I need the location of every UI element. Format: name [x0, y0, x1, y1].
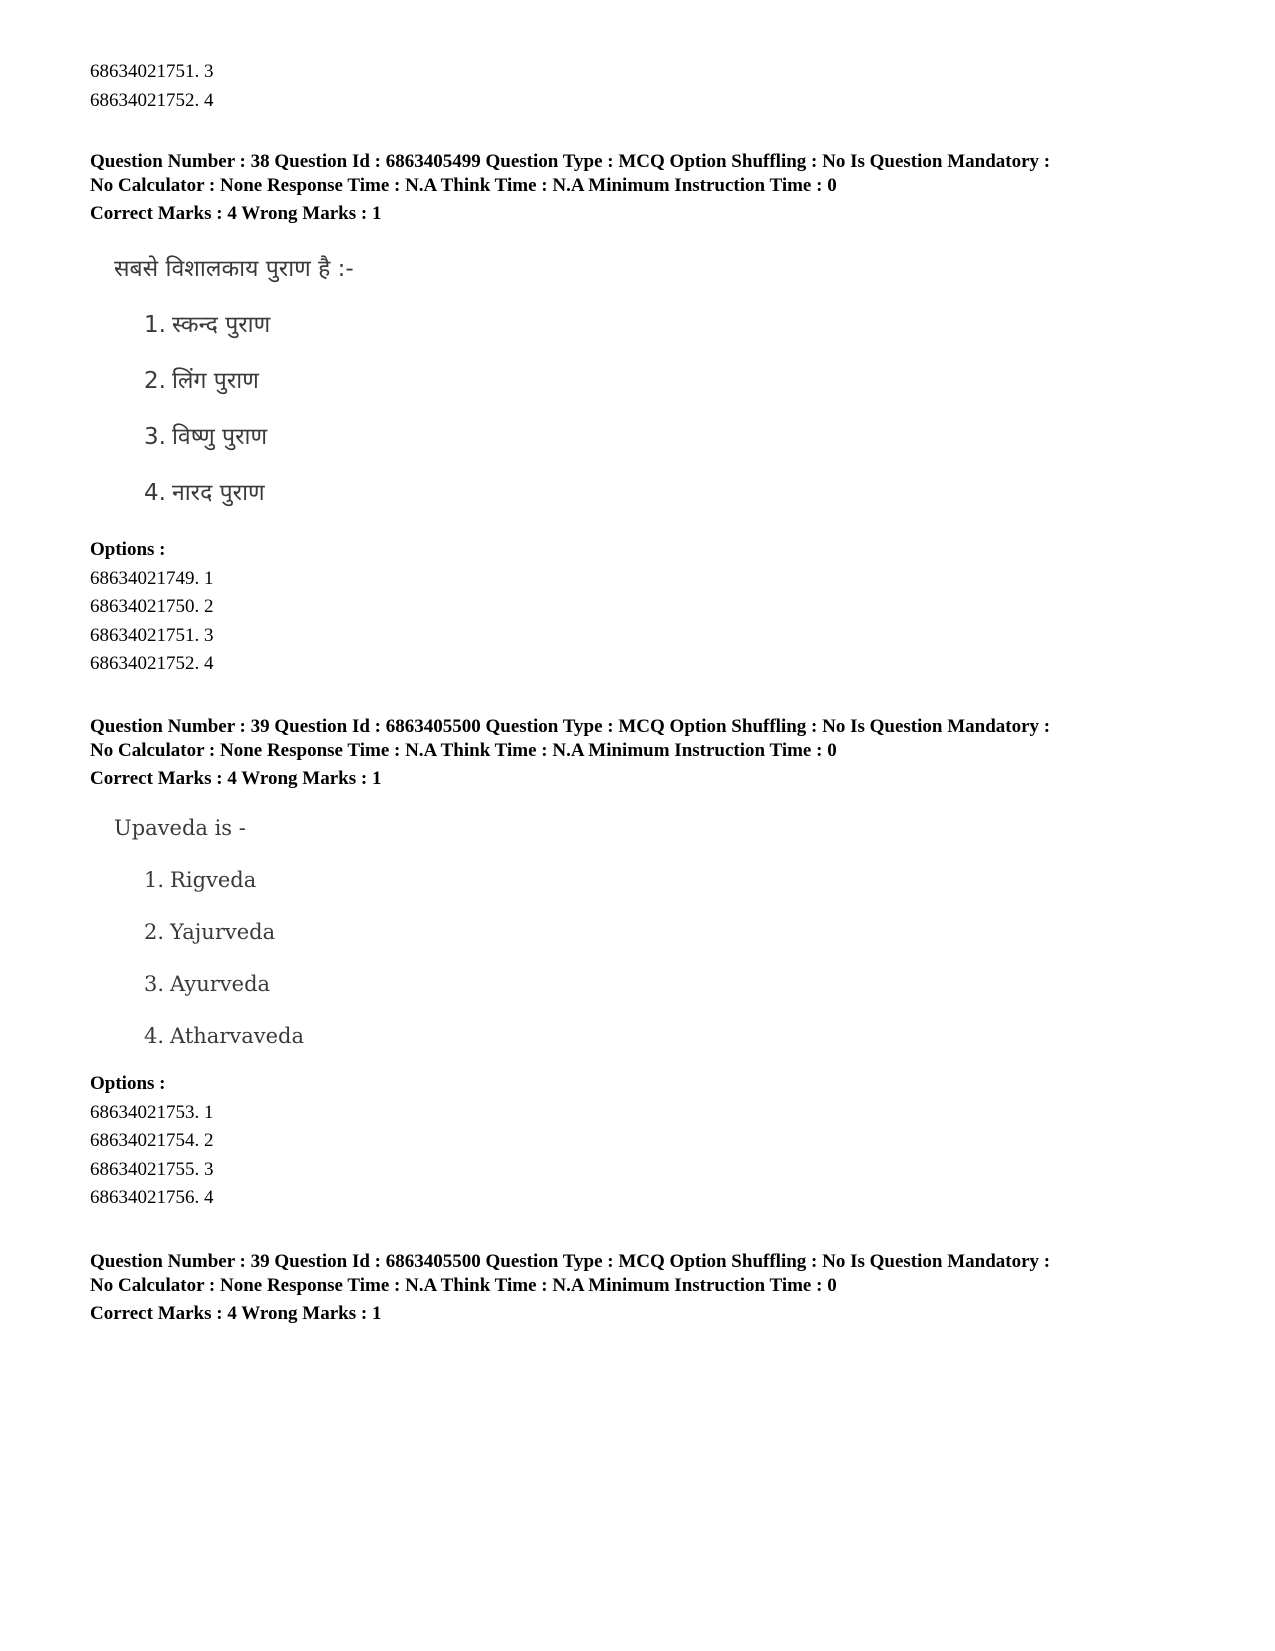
- option-line: 68634021753. 1: [90, 1101, 214, 1123]
- carryover-options: [90, 58, 1210, 115]
- option-line: 68634021751. 3: [90, 61, 214, 82]
- option-line: 68634021749. 1: [90, 567, 214, 589]
- choice-item: 2. लिंग पुराण: [144, 368, 259, 394]
- option-line: 68634021752. 4: [90, 89, 214, 111]
- question-meta-line1: Question Number : 39 Question Id : 6863405500 Question Type : MCQ Option Shuffling : No Is Question Mandatory :: [90, 716, 1051, 737]
- choice-item: 2. Yajurveda: [144, 920, 276, 944]
- question-38-block: [90, 150, 1210, 226]
- choice-item: 3. विष्णु पुराण: [144, 424, 268, 450]
- question-meta-line1: Question Number : 38 Question Id : 6863405499 Question Type : MCQ Option Shuffling : No Is Question Mandatory :: [90, 151, 1051, 172]
- question-38-options: [90, 536, 1210, 679]
- question-marks: Correct Marks : 4 Wrong Marks : 1: [90, 203, 382, 224]
- question-marks: Correct Marks : 4 Wrong Marks : 1: [90, 768, 382, 789]
- choice-item: 3. Ayurveda: [144, 972, 271, 996]
- option-line: 68634021756. 4: [90, 1187, 214, 1208]
- question-38-content: [114, 254, 354, 508]
- question-meta-line2: No Calculator : None Response Time : N.A Think Time : N.A Minimum Instruction Time : 0: [90, 1275, 837, 1296]
- options-heading: Options :: [90, 1073, 166, 1094]
- question-meta-line2: No Calculator : None Response Time : N.A Think Time : N.A Minimum Instruction Time : 0: [90, 175, 837, 196]
- choice-item: 1. Rigveda: [144, 868, 257, 892]
- option-line: 68634021752. 4: [90, 653, 214, 674]
- question-meta-line2: No Calculator : None Response Time : N.A Think Time : N.A Minimum Instruction Time : 0: [90, 740, 837, 761]
- option-line: 68634021755. 3: [90, 1158, 214, 1180]
- question-marks: Correct Marks : 4 Wrong Marks : 1: [90, 1303, 382, 1324]
- options-heading: Options :: [90, 539, 166, 560]
- question-stem: Upaveda is -: [114, 816, 246, 840]
- choice-item: 4. नारद पुराण: [144, 480, 265, 506]
- question-39-repeat-block: [90, 1250, 1210, 1326]
- question-39-content: [114, 814, 304, 1050]
- choice-item: 4. Atharvaveda: [144, 1024, 305, 1048]
- option-line: 68634021751. 3: [90, 624, 214, 646]
- question-39-options: [90, 1070, 1210, 1213]
- option-line: 68634021754. 2: [90, 1130, 214, 1151]
- choice-item: 1. स्कन्द पुराण: [144, 312, 271, 338]
- option-line: 68634021750. 2: [90, 596, 214, 617]
- question-39-block: [90, 715, 1210, 791]
- question-stem: सबसे विशालकाय पुराण है :-: [114, 256, 354, 282]
- question-meta-line1: Question Number : 39 Question Id : 6863405500 Question Type : MCQ Option Shuffling : No Is Question Mandatory :: [90, 1251, 1051, 1272]
